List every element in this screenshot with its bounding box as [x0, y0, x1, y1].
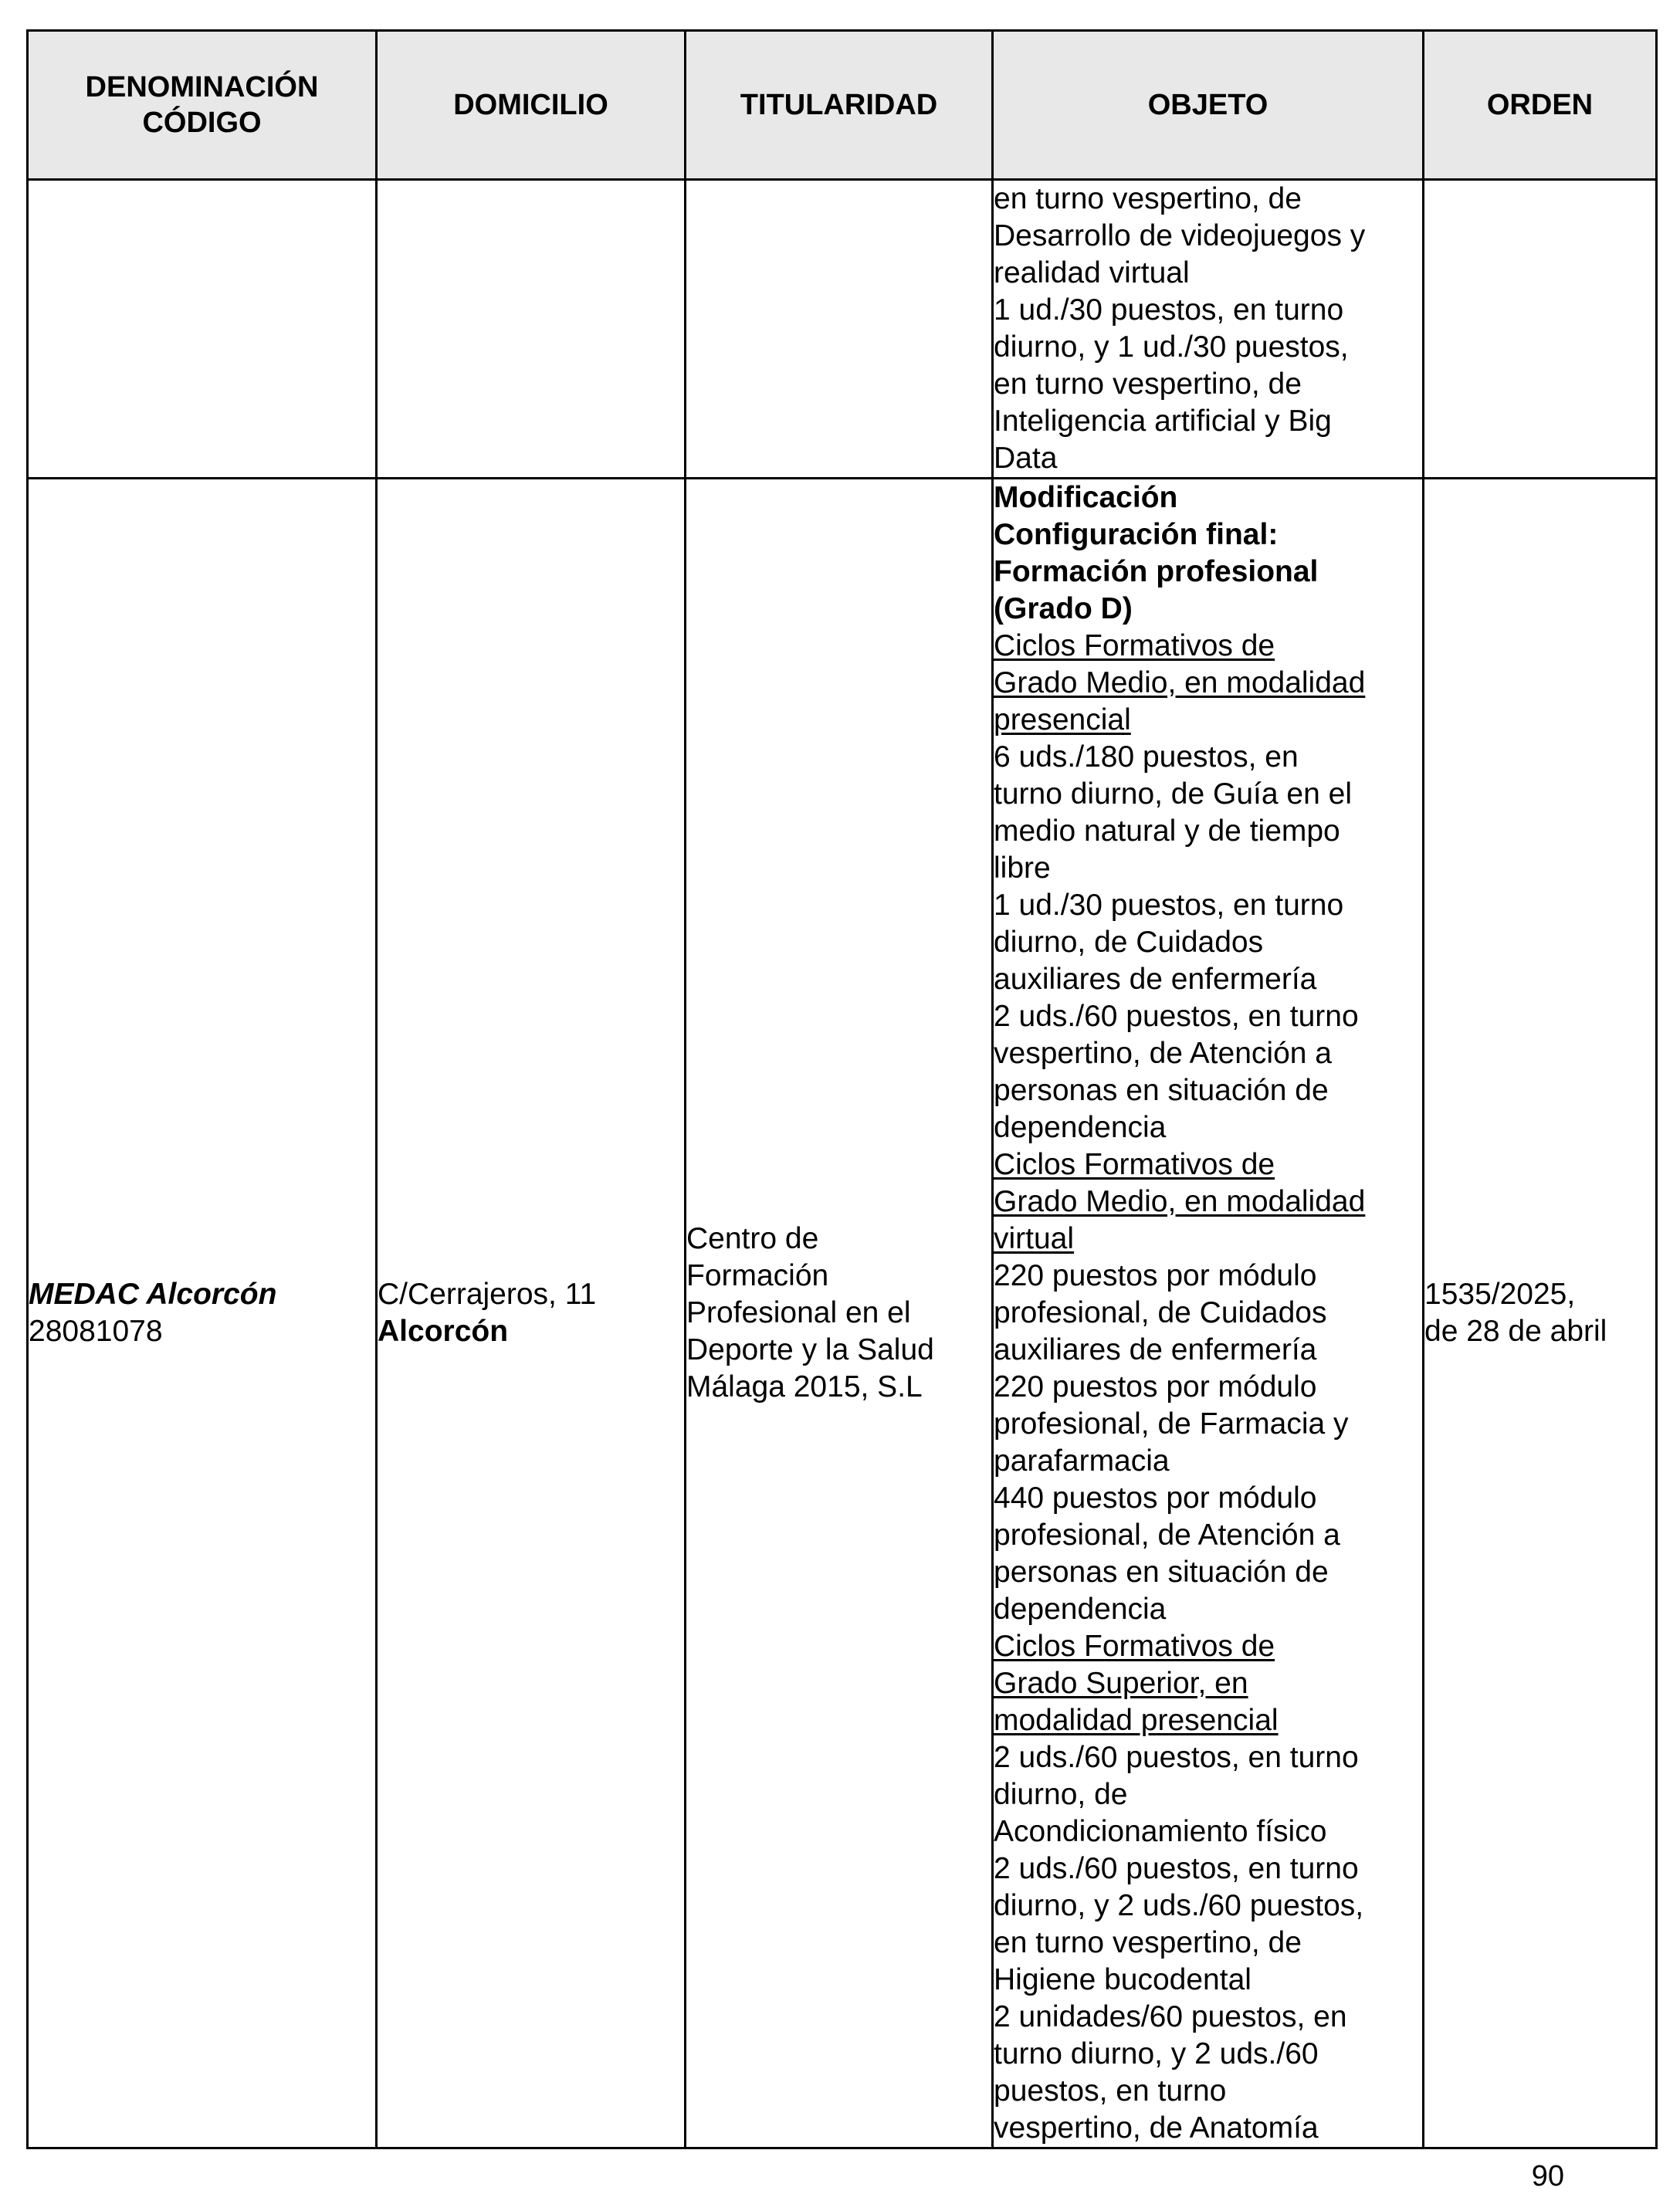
objeto-line: en turno vespertino, de — [994, 367, 1302, 401]
row2-titularidad-cell — [686, 479, 993, 2148]
objeto-heading: Configuración final: — [994, 518, 1279, 551]
center-name: MEDAC Alcorcón — [29, 1278, 277, 1311]
objeto-line: 220 puestos por módulo — [994, 1370, 1317, 1403]
titularidad-line: Centro de — [686, 1222, 819, 1255]
objeto-section-title: Grado Medio, en modalidad — [994, 1185, 1366, 1218]
objeto-line: 6 uds./180 puestos, en — [994, 740, 1299, 774]
objeto-line: 440 puestos por módulo — [994, 1481, 1317, 1515]
header-denominacion-codigo — [28, 31, 377, 180]
objeto-line: puestos, en turno — [994, 2074, 1227, 2108]
objeto-line: dependencia — [994, 1111, 1167, 1144]
objeto-line: 220 puestos por módulo — [994, 1259, 1317, 1292]
objeto-line: libre — [994, 852, 1051, 885]
objeto-line: personas en situación de — [994, 1556, 1329, 1589]
objeto-section-title: virtual — [994, 1222, 1075, 1255]
header-domicilio: DOMICILIO — [377, 31, 686, 180]
objeto-line: Inteligencia artificial y Big — [994, 405, 1332, 438]
objeto-line: 2 unidades/60 puestos, en — [994, 2000, 1347, 2033]
table-row — [28, 180, 1657, 479]
objeto-line: diurno, de Cuidados — [994, 926, 1264, 959]
orden-number: 1535/2025, — [1424, 1278, 1576, 1311]
centers-table — [26, 29, 1658, 2149]
objeto-line: Higiene bucodental — [994, 1963, 1252, 1996]
objeto-line: 1 ud./30 puestos, en turno — [994, 293, 1344, 327]
objeto-line: auxiliares de enfermería — [994, 963, 1317, 996]
page-number: 90 — [1531, 2160, 1564, 2192]
row1-titularidad-cell — [686, 180, 993, 479]
objeto-line: turno diurno, de Guía en el — [994, 777, 1352, 811]
objeto-line: Desarrollo de videojuegos y — [994, 219, 1366, 252]
objeto-line: vespertino, de Anatomía — [994, 2111, 1319, 2145]
objeto-heading: Modificación — [994, 481, 1178, 514]
header-objeto: OBJETO — [993, 31, 1424, 180]
address-street: C/Cerrajeros, 11 — [378, 1278, 597, 1311]
objeto-section-title: presencial — [994, 703, 1131, 736]
objeto-line: medio natural y de tiempo — [994, 814, 1340, 848]
objeto-heading: Formación profesional — [994, 555, 1319, 588]
row1-domicilio-cell — [377, 180, 686, 479]
row1-objeto-cell — [993, 180, 1424, 479]
objeto-section-title: Grado Medio, en modalidad — [994, 666, 1366, 699]
objeto-line: diurno, de — [994, 1778, 1128, 1811]
header-orden: ORDEN — [1424, 31, 1657, 180]
row2-domicilio-cell — [377, 479, 686, 2148]
objeto-line: en turno vespertino, de — [994, 1926, 1302, 1959]
objeto-line: auxiliares de enfermería — [994, 1333, 1317, 1366]
objeto-line: vespertino, de Atención a — [994, 1037, 1332, 1070]
objeto-section-title: Grado Superior, en — [994, 1667, 1248, 1700]
objeto-line: 2 uds./60 puestos, en turno — [994, 1741, 1359, 1774]
row2-orden-cell — [1424, 479, 1657, 2148]
objeto-line: profesional, de Atención a — [994, 1519, 1340, 1552]
objeto-line: personas en situación de — [994, 1074, 1329, 1107]
objeto-section-title: Ciclos Formativos de — [994, 629, 1275, 662]
row1-orden-cell — [1424, 180, 1657, 479]
objeto-line: dependencia — [994, 1593, 1167, 1626]
objeto-line: 2 uds./60 puestos, en turno — [994, 1000, 1359, 1033]
center-code: 28081078 — [29, 1315, 163, 1348]
header-codigo: CÓDIGO — [142, 107, 262, 139]
objeto-line: profesional, de Cuidados — [994, 1296, 1327, 1329]
row2-objeto-cell — [993, 479, 1424, 2148]
objeto-line: diurno, y 2 uds./60 puestos, — [994, 1889, 1364, 1922]
row2-denominacion-cell — [28, 479, 377, 2148]
objeto-section-title: Ciclos Formativos de — [994, 1148, 1275, 1181]
address-city: Alcorcón — [378, 1315, 509, 1348]
objeto-line: Data — [994, 442, 1058, 475]
objeto-line: 2 uds./60 puestos, en turno — [994, 1852, 1359, 1885]
objeto-line: diurno, y 1 ud./30 puestos, — [994, 330, 1349, 364]
titularidad-line: Málaga 2015, S.L — [686, 1370, 923, 1403]
objeto-heading: (Grado D) — [994, 592, 1133, 625]
objeto-line: Acondicionamiento físico — [994, 1815, 1327, 1848]
row1-denominacion-cell — [28, 180, 377, 479]
header-denominacion: DENOMINACIÓN — [85, 71, 319, 103]
objeto-line: turno diurno, y 2 uds./60 — [994, 2037, 1319, 2070]
objeto-line: 1 ud./30 puestos, en turno — [994, 889, 1344, 922]
objeto-section-title: Ciclos Formativos de — [994, 1630, 1275, 1663]
objeto-line: en turno vespertino, de — [994, 182, 1302, 215]
table-row — [28, 479, 1657, 2148]
titularidad-line: Profesional en el — [686, 1296, 911, 1329]
header-row — [28, 31, 1657, 180]
titularidad-line: Formación — [686, 1259, 829, 1292]
objeto-line: parafarmacia — [994, 1444, 1170, 1478]
objeto-line: realidad virtual — [994, 256, 1190, 289]
header-titularidad: TITULARIDAD — [686, 31, 993, 180]
orden-date: de 28 de abril — [1424, 1315, 1607, 1348]
objeto-section-title: modalidad presencial — [994, 1704, 1279, 1737]
titularidad-line: Deporte y la Salud — [686, 1333, 934, 1366]
objeto-line: profesional, de Farmacia y — [994, 1407, 1349, 1441]
